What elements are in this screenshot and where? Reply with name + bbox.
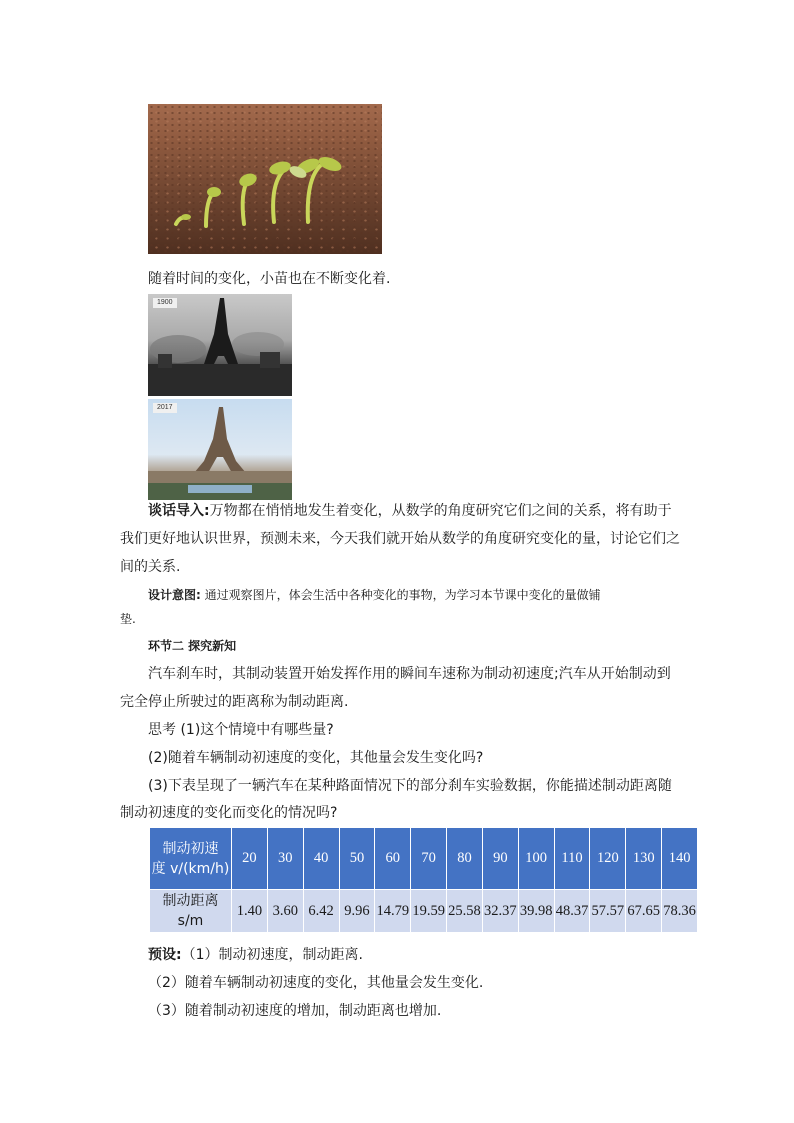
distance-header-line-2: s/m <box>177 913 204 929</box>
eiffel-tower-1900-photo <box>148 294 292 396</box>
table-row-speed <box>150 828 698 890</box>
design-intent-line-1 <box>148 585 601 605</box>
year-label-2017: 2017 <box>153 403 177 413</box>
table-cell: 120 <box>590 828 626 890</box>
table-cell: 100 <box>518 828 554 890</box>
section-title: 环节二 探究新知 <box>148 639 237 653</box>
table-cell: 25.58 <box>447 890 483 933</box>
preset-line-2: （2）随着车辆制动初速度的变化，其他量会发生变化. <box>148 975 484 991</box>
preset-line-1 <box>148 945 363 965</box>
table-cell: 110 <box>554 828 590 890</box>
intro-label: 谈话导入: <box>148 503 210 519</box>
braking-data-table <box>149 827 698 933</box>
question-3-line-2: 制动初速度的变化而变化的情况吗? <box>120 805 338 821</box>
eiffel-tower-2017-photo <box>148 399 292 500</box>
table-cell: 32.37 <box>482 890 518 933</box>
preset-line-3: （3）随着制动初速度的增加，制动距离也增加. <box>148 1003 442 1019</box>
table-cell: 80 <box>447 828 483 890</box>
year-label-1900: 1900 <box>153 298 177 308</box>
question-3-line-1: (3)下表呈现了一辆汽车在某种路面情况下的部分刹车实验数据，你能描述制动距离随 <box>148 778 672 794</box>
speed-header-line-2: 度 v/(km/h) <box>151 860 230 877</box>
seedling-sprouts-graphic <box>148 104 382 254</box>
distance-header-line-1: 制动距离 <box>162 893 219 909</box>
table-cell: 19.59 <box>411 890 447 933</box>
table-cell: 130 <box>626 828 662 890</box>
preset-text-1: （1）制动初速度，制动距离. <box>181 947 363 963</box>
definition-line-2: 完全停止所驶过的距离称为制动距离. <box>120 694 349 710</box>
table-cell: 20 <box>232 828 268 890</box>
design-intent-label: 设计意图: <box>148 588 201 602</box>
table-cell: 140 <box>662 828 698 890</box>
eiffel-1900-graphic <box>148 294 292 396</box>
intro-line-2: 我们更好地认识世界，预测未来，今天我们就开始从数学的角度研究变化的量，讨论它们之 <box>120 531 680 547</box>
design-intent-text-1: 通过观察图片，体会生活中各种变化的事物，为学习本节课中变化的量做铺 <box>204 588 601 602</box>
table-cell: 6.42 <box>303 890 339 933</box>
table-cell: 90 <box>482 828 518 890</box>
table-cell: 67.65 <box>626 890 662 933</box>
definition-line-1: 汽车刹车时，其制动装置开始发挥作用的瞬间车速称为制动初速度;汽车从开始制动到 <box>148 666 671 682</box>
eiffel-2017-graphic <box>148 399 292 500</box>
preset-label: 预设: <box>148 947 182 963</box>
table-cell: 50 <box>339 828 375 890</box>
table-cell: 78.36 <box>662 890 698 933</box>
seedlings-photo <box>148 104 382 254</box>
design-intent-line-2: 垫. <box>120 612 136 626</box>
caption-seedlings: 随着时间的变化，小苗也在不断变化着. <box>148 271 391 287</box>
question-1: 思考 (1)这个情境中有哪些量? <box>148 722 334 738</box>
table-cell: 57.57 <box>590 890 626 933</box>
table-cell: 30 <box>267 828 303 890</box>
table-cell: 1.40 <box>232 890 268 933</box>
intro-text-1: 万物都在悄悄地发生着变化，从数学的角度研究它们之间的关系，将有助于 <box>209 503 672 519</box>
intro-line-1 <box>148 501 672 521</box>
question-2: (2)随着车辆制动初速度的变化，其他量会发生变化吗? <box>148 750 484 766</box>
table-cell: 70 <box>411 828 447 890</box>
table-cell: 14.79 <box>375 890 411 933</box>
intro-line-3: 间的关系. <box>120 559 181 575</box>
speed-header-line-1: 制动初速 <box>162 840 219 857</box>
table-row-distance <box>150 890 698 933</box>
table-cell: 39.98 <box>518 890 554 933</box>
table-cell: 48.37 <box>554 890 590 933</box>
table-cell: 9.96 <box>339 890 375 933</box>
distance-header-cell <box>150 890 232 933</box>
table-cell: 3.60 <box>267 890 303 933</box>
table-cell: 60 <box>375 828 411 890</box>
speed-header-cell <box>150 828 232 890</box>
table-cell: 40 <box>303 828 339 890</box>
